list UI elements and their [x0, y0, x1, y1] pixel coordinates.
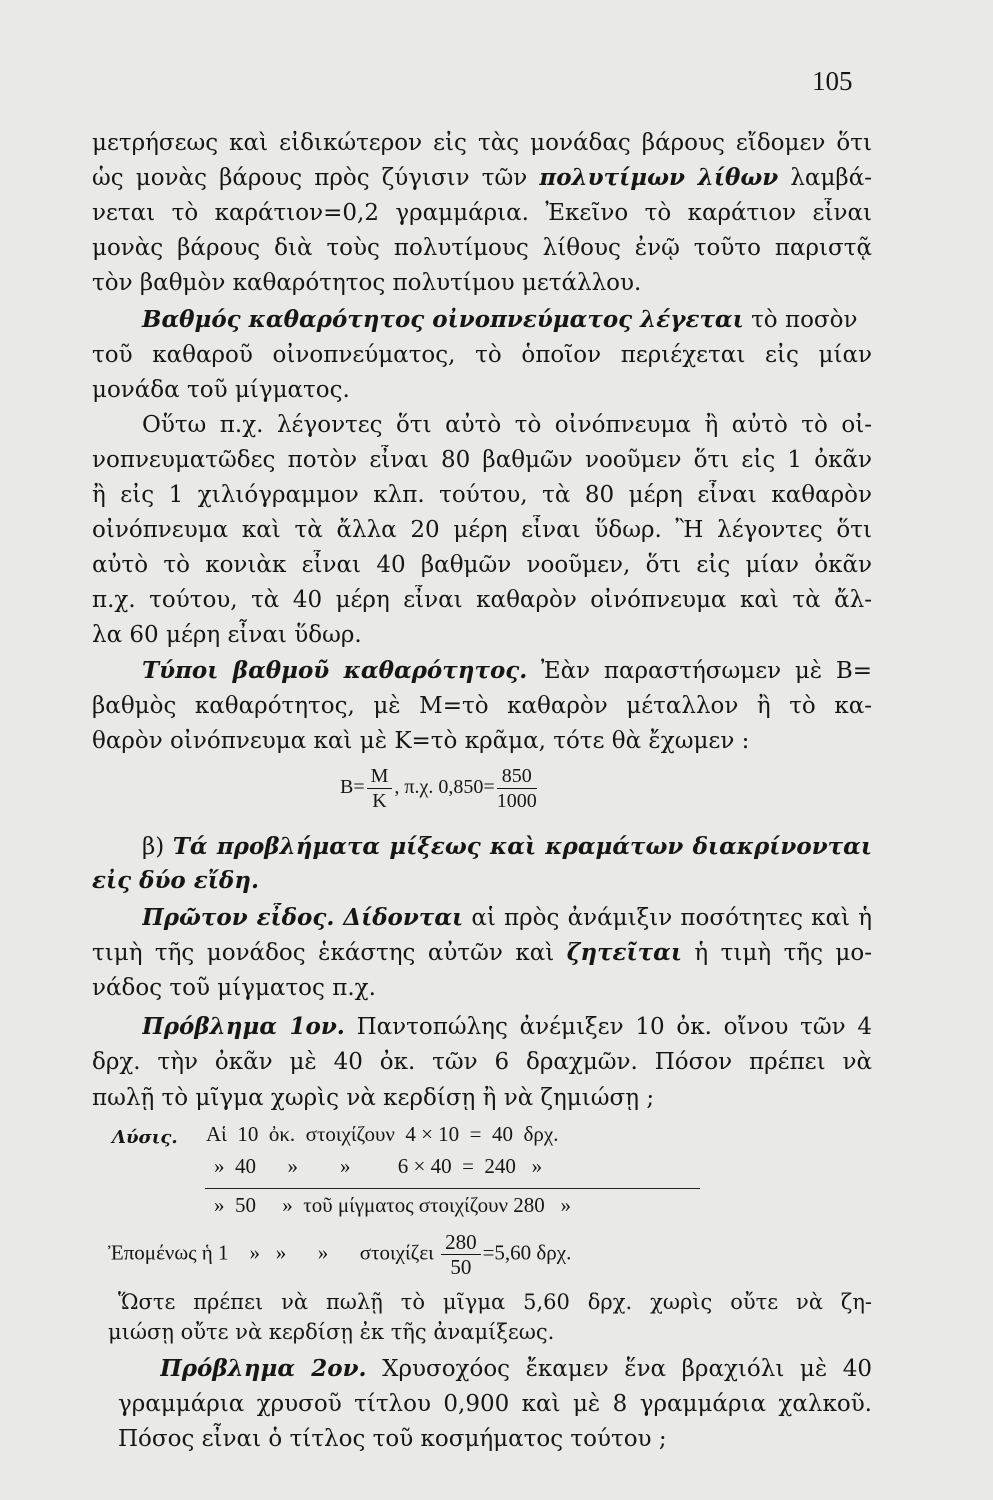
- text-line: β) Τά προβλήματα μίξεως καὶ κραμάτων διακρίνονται: [142, 833, 872, 860]
- text-line: βαθμὸς καθαρότητος, μὲ Μ=τὸ καθαρὸν μέταλλον ἢ τὸ κα-: [92, 693, 872, 719]
- emphasis: πολυτίμων λίθων: [539, 164, 779, 191]
- solution-label: Λύσις.: [112, 1127, 178, 1148]
- fraction: $\frac{850}{1000}$: [496, 765, 537, 812]
- heading-term: Πρῶτον εἶδος. Δίδονται: [142, 904, 464, 931]
- text-line: Ὥστε πρέπει νὰ πωλῇ τὸ μῖγμα 5,60 δρχ. χωρὶς οὔτε νὰ ζη-: [118, 1290, 872, 1314]
- text-line: δρχ. τὴν ὀκᾶν μὲ 40 ὀκ. τῶν 6 δραχμῶν. Πόσον πρέπει νὰ: [92, 1049, 872, 1075]
- heading-term: Πρόβλημα 2ον.: [160, 1355, 367, 1382]
- text-line: ἢ εἰς 1 χιλιόγραμμον κλπ. τούτου, τὰ 80 μέρη εἶναι καθαρὸν: [92, 482, 872, 508]
- sum-divider: [205, 1188, 700, 1189]
- heading-term: Πρόβλημα 1ον.: [142, 1013, 345, 1040]
- text-line: πωλῇ τὸ μῖγμα χωρὶς νὰ κερδίσῃ ἢ νὰ ζημιώσῃ ;: [92, 1085, 655, 1111]
- text-line: π.χ. τούτου, τὰ 40 μέρη εἶναι καθαρὸν οἰνόπνευμα καὶ τὰ ἄλ-: [92, 587, 872, 613]
- formula: Β= $\frac{M}{K}$ , π.χ. 0,850= $\frac{850}{1000}$: [340, 765, 537, 812]
- text-line: μετρήσεως καὶ εἰδικώτερον εἰς τὰς μονάδας βάρους εἴδομεν ὅτι: [92, 130, 872, 156]
- heading-term: Βαθμός καθαρότητος οἰνοπνεύματος λέγεται: [142, 306, 744, 333]
- heading-term: Τύποι βαθμοῦ καθαρότητος.: [142, 657, 528, 684]
- solution-row: » 40 » » 6 × 40 = 240 »: [214, 1154, 543, 1178]
- page-number: 105: [812, 66, 853, 96]
- text-line: Πρόβλημα 2ον. Χρυσοχόος ἔκαμεν ἕνα βραχιόλι μὲ 40: [160, 1355, 872, 1382]
- text-line: Τύποι βαθμοῦ καθαρότητος. Ἐὰν παραστήσωμεν μὲ Β=: [142, 657, 872, 684]
- text-line: νεται τὸ καράτιον=0,2 γραμμάρια. Ἐκεῖνο τὸ καράτιον εἶναι: [92, 200, 872, 226]
- fraction: $\frac{280}{50}$: [441, 1230, 481, 1279]
- text-line: εἰς δύο εἴδη.: [92, 867, 259, 894]
- text-line: τιμὴ τῆς μονάδος ἑκάστης αὐτῶν καὶ ζητεῖται ἡ τιμὴ τῆς μο-: [92, 939, 872, 966]
- text-line: θαρὸν οἰνόπνευμα καὶ μὲ Κ=τὸ κρᾶμα, τότε θὰ ἔχωμεν :: [92, 728, 750, 754]
- text-line: νάδος τοῦ μίγματος π.χ.: [92, 975, 376, 1001]
- text-line: μονὰς βάρους διὰ τοὺς πολυτίμους λίθους ἐνῷ τοῦτο παριστᾷ: [92, 235, 872, 261]
- solution-row: Αἱ 10 ὀκ. στοιχίζουν 4 × 10 = 40 δρχ.: [206, 1122, 559, 1146]
- text-line: τοῦ καθαροῦ οἰνοπνεύματος, τὸ ὁποῖον περιέχεται εἰς μίαν: [92, 342, 872, 368]
- text-line: ὡς μονὰς βάρους πρὸς ζύγισιν τῶν πολυτίμων λίθων λαμβά-: [92, 164, 872, 191]
- solution-row: » 50 » τοῦ μίγματος στοιχίζουν 280 »: [214, 1193, 571, 1217]
- text-line: λα 60 μέρη εἶναι ὕδωρ.: [92, 622, 362, 648]
- emphasis: ζητεῖται: [566, 939, 682, 966]
- text-line: τὸν βαθμὸν καθαρότητος πολυτίμου μετάλλου.: [92, 270, 642, 296]
- text-line: μιώσῃ οὔτε νὰ κερδίσῃ ἐκ τῆς ἀναμίξεως.: [108, 1320, 555, 1344]
- text-line: Οὕτω π.χ. λέγοντες ὅτι αὐτὸ τὸ οἰνόπνευμα ἢ αὐτὸ τὸ οἰ-: [142, 412, 872, 438]
- text-line: οἰνόπνευμα καὶ τὰ ἄλλα 20 μέρη εἶναι ὕδωρ. Ἢ λέγοντες ὅτι: [92, 517, 872, 543]
- text-line: Πρόβλημα 1ον. Παντοπώλης ἀνέμιξεν 10 ὀκ. οἴνου τῶν 4: [142, 1013, 872, 1040]
- fraction: $\frac{M}{K}$: [367, 764, 393, 813]
- text-line: νοπνευματῶδες ποτὸν εἶναι 80 βαθμῶν νοοῦμεν ὅτι εἰς 1 ὀκᾶν: [92, 447, 872, 473]
- text-line: Βαθμός καθαρότητος οἰνοπνεύματος λέγεται τὸ ποσὸν: [142, 306, 858, 333]
- text-line: γραμμάρια χρυσοῦ τίτλου 0,900 καὶ μὲ 8 γραμμάρια χαλκοῦ.: [118, 1391, 872, 1417]
- solution-row: Ἐπομένως ἡ 1 » » » στοιχίζει $\frac{280}{50}$ =5,60 δρχ.: [108, 1230, 572, 1279]
- text-line: αὐτὸ τὸ κονιὰκ εἶναι 40 βαθμῶν νοοῦμεν, ὅτι εἰς μίαν ὀκᾶν: [92, 552, 872, 578]
- text-line: Πρῶτον εἶδος. Δίδονται αἱ πρὸς ἀνάμιξιν ποσότητες καὶ ἡ: [142, 904, 872, 931]
- text-line: Πόσος εἶναι ὁ τίτλος τοῦ κοσμήματος τούτου ;: [118, 1426, 667, 1452]
- text-line: μονάδα τοῦ μίγματος.: [92, 377, 350, 403]
- heading-term: Τά προβλήματα μίξεως καὶ κραμάτων διακρίνονται: [172, 833, 872, 860]
